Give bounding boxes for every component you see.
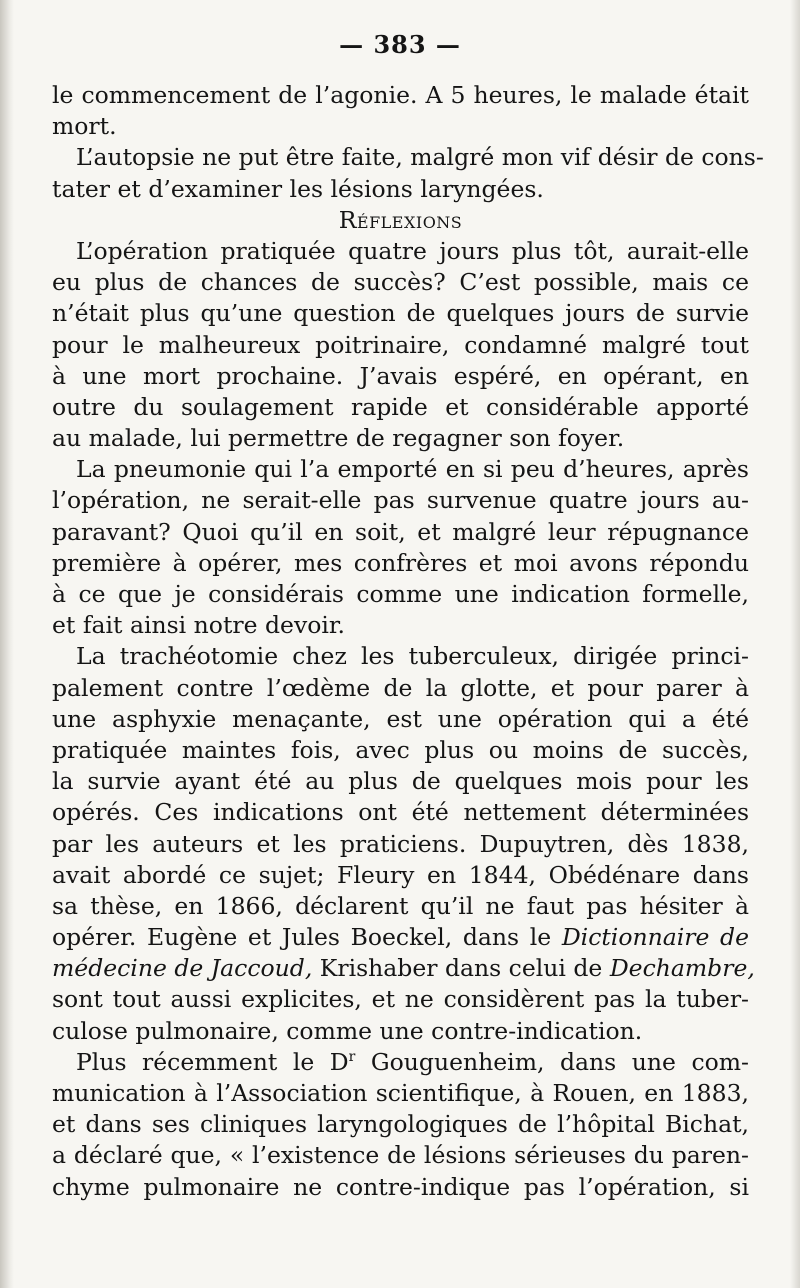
text-line: et dans ses cliniques laryngologiques de l’hôpital Bichat, — [52, 1110, 749, 1139]
italic-title: Dictionnaire de — [561, 923, 749, 952]
text-line: par les auteurs et les praticiens. Dupuytren, dès 1838, — [52, 829, 749, 858]
superscript: r — [348, 1048, 356, 1065]
body-text — [52, 80, 764, 1203]
text-line: opérés. Ces indications ont été nettement déterminées — [52, 798, 749, 827]
text-line: pratiquée maintes fois, avec plus ou moins de succès, — [52, 735, 749, 764]
text-line: tater et d’examiner les lésions laryngées. — [52, 174, 544, 203]
text-line-with-superscript — [52, 1047, 749, 1078]
text-line: L’opération pratiquée quatre jours plus tôt, aurait-elle — [76, 236, 749, 265]
text-line: La pneumonie qui l’a emporté en si peu d’heures, après — [76, 455, 749, 484]
text-span: Plus récemment le D — [76, 1047, 349, 1076]
text-line: au malade, lui permettre de regagner son foyer. — [52, 424, 625, 453]
text-line: l’opération, ne serait-elle pas survenue quatre jours au- — [52, 486, 749, 515]
text-line: chyme pulmonaire ne contre-indique pas l’opération, si — [52, 1172, 749, 1201]
text-span: Gouguenheim, dans une com- — [370, 1047, 749, 1076]
italic-title: Dechambre, — [609, 954, 755, 983]
text-line: à ce que je considérais comme une indication formelle, — [52, 580, 749, 608]
text-line: la survie ayant été au plus de quelques mois pour les — [52, 767, 749, 796]
text-line: le commencement de l’agonie. A 5 heures, le malade était — [52, 81, 749, 109]
text-line: palement contre l’œdème de la glotte, et pour parer à — [52, 673, 749, 702]
text-line: munication à l’Association scientifique, à Rouen, en 1883, — [52, 1079, 749, 1107]
page-left-edge-shadow — [0, 0, 14, 1288]
page-number: — 383 — — [339, 30, 461, 59]
text-line: et fait ainsi notre devoir. — [52, 611, 346, 640]
text-line: avait abordé ce sujet; Fleury en 1844, Obédénare dans — [52, 860, 749, 889]
text-line: a déclaré que, « l’existence de lésions sérieuses du paren- — [52, 1141, 749, 1170]
text-span: opérer. Eugène et Jules Boeckel, dans le — [52, 923, 552, 952]
text-line: eu plus de chances de succès? C’est possible, mais ce — [52, 268, 749, 297]
text-line: paravant? Quoi qu’il en soit, et malgré leur répugnance — [52, 517, 749, 546]
text-span: Krishaber dans celui de — [319, 954, 603, 983]
text-line: une asphyxie menaçante, est une opération qui a été — [52, 704, 749, 733]
text-line-with-italic — [52, 922, 749, 953]
text-line: pour le malheureux poitrinaire, condamné malgré tout — [52, 330, 749, 359]
text-line: sa thèse, en 1866, déclarent qu’il ne faut pas hésiter à — [52, 891, 749, 920]
text-line: La trachéotomie chez les tuberculeux, dirigée princi- — [76, 642, 749, 671]
text-line: outre du soulagement rapide et considérable apporté — [52, 392, 749, 421]
text-line: culose pulmonaire, comme une contre-indication. — [52, 1016, 643, 1045]
text-line: mort. — [52, 112, 117, 141]
text-line-with-italic — [52, 953, 755, 984]
text-line: à une mort prochaine. J’avais espéré, en opérant, en — [52, 361, 749, 390]
text-line: première à opérer, mes confrères et moi avons répondu — [52, 548, 749, 577]
text-line: L’autopsie ne put être faite, malgré mon vif désir de cons- — [76, 143, 764, 172]
text-line: n’était plus qu’une question de quelques jours de survie — [52, 299, 749, 328]
text-line: sont tout aussi explicites, et ne considèrent pas la tuber- — [52, 985, 749, 1014]
italic-title: médecine de Jaccoud, — [52, 954, 313, 983]
page-right-edge-shadow — [790, 0, 800, 1288]
section-heading: Réflexions — [338, 205, 463, 234]
